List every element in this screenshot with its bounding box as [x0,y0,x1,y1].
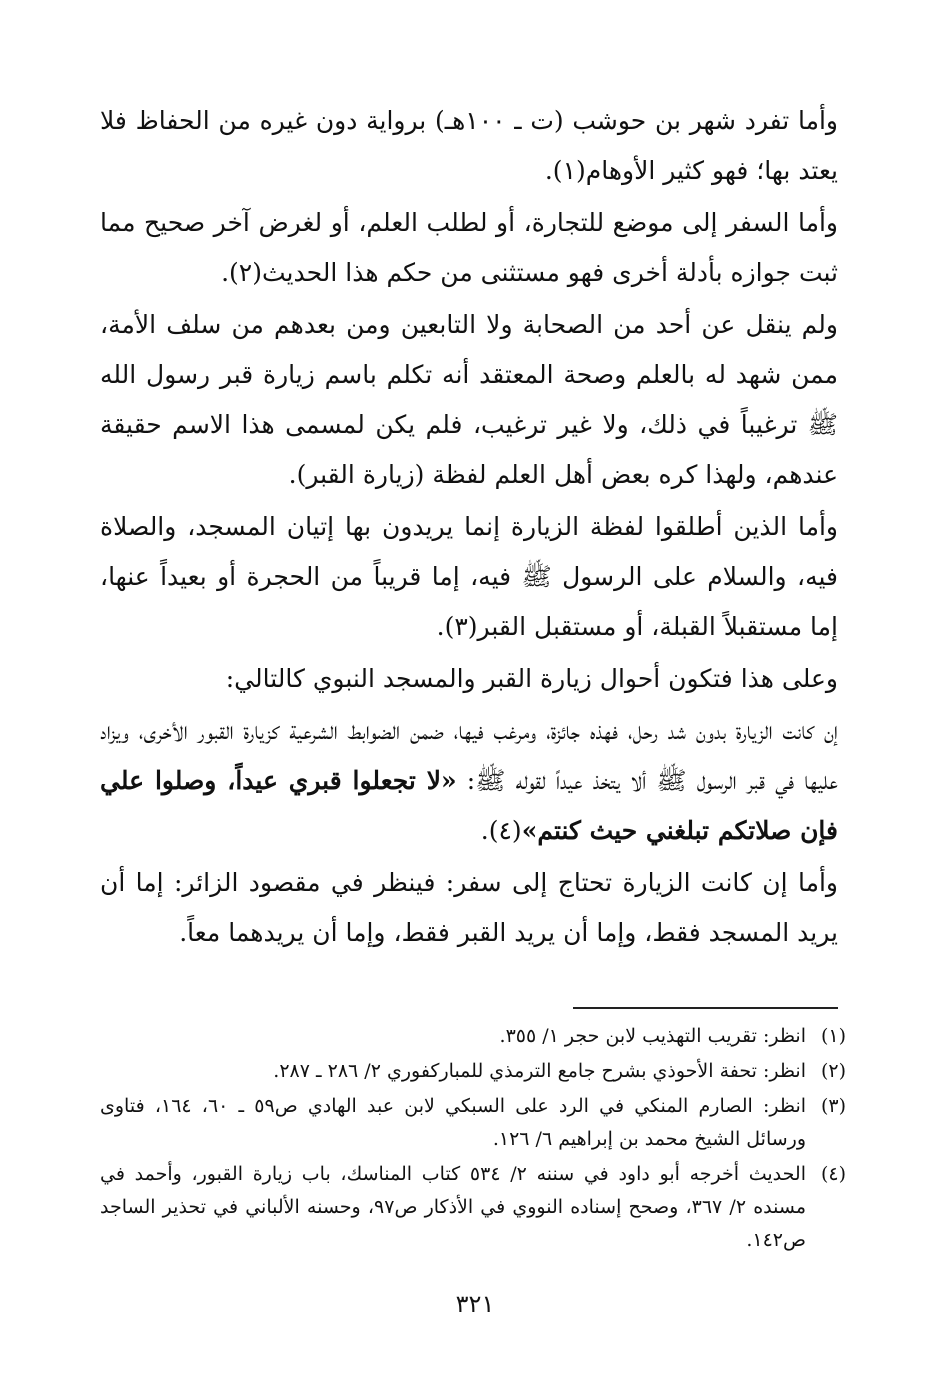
footnote-number: (٣) [820,1095,846,1117]
footnote-number: (٤) [820,1163,846,1185]
footnote-number: (٢) [820,1060,846,1082]
footnote-text: انظر: تقريب التهذيب لابن حجر ١/ ٣٥٥. [499,1025,806,1047]
paragraph-4: وأما الذين أطلقوا لفظة الزيارة إنما يريدون بها إتيان المسجد، والصلاة فيه، والسلام على الرسول ﷺ فيه، إما قريباً من الحجرة أو بعيداً عنها، إما مستقبلاً القبلة، أو مستقبل القبر(٣). [100,512,838,641]
paragraph-6-text: إن كانت الزيارة بدون شد رحل، فهذه جائزة، ومرغب فيها، ضمن الضوابط الشرعية كزيارة القبور الأخرى، ويزاد عليها في قبر الرسول ﷺ ألا يتخذ عيداً لقوله ﷺ: [100,716,838,795]
footnotes [100,1020,846,1259]
footnote-item [100,1020,846,1053]
footnote-text: الحديث أخرجه أبو داود في سننه ٢/ ٥٣٤ كتاب المناسك، باب زيارة القبور، وأحمد في مسنده ٢/ ٣٦٧، وصحح إسناده النووي في الأذكار ص٩٧، وحسنه الألباني في تحذير الساجد ص١٤٢. [100,1163,806,1251]
paragraph-6 [100,706,838,856]
footnote-item [100,1158,846,1257]
paragraph-3: ولم ينقل عن أحد من الصحابة ولا التابعين ومن بعدهم من سلف الأمة، ممن شهد له بالعلم وصحة المعتقد أنه تكلم باسم زيارة قبر رسول الله ﷺ ترغيباً في ذلك، ولا غير ترغيب، فلم يكن لمسمى هذا الاسم حقيقة عندهم، ولهذا كره بعض أهل العلم لفظة (زيارة القبر). [100,310,838,489]
footnote-number: (١) [820,1025,846,1047]
paragraph-2: وأما السفر إلى موضع للتجارة، أو لطلب العلم، أو لغرض آخر صحيح مما ثبت جوازه بأدلة أخرى فهو مستثنى من حكم هذا الحديث(٢). [100,208,838,287]
paragraph-7: وأما إن كانت الزيارة تحتاج إلى سفر: فينظر في مقصود الزائر: إما أن يريد المسجد فقط، وإما أن يريد القبر فقط، وإما أن يريدهما معاً. [100,868,838,947]
page-number: ٣٢١ [455,1290,495,1318]
paragraph-5: وعلى هذا فتكون أحوال زيارة القبر والمسجد النبوي كالتالي: [225,664,838,693]
footnote-divider [573,1007,838,1009]
footnote-text: انظر: تحفة الأحوذي بشرح جامع الترمذي للمباركفوري ٢/ ٢٨٦ ـ ٢٨٧. [273,1060,806,1082]
hadith-quote: «لا تجعلوا قبري عيداً، وصلوا علي فإن صلاتكم تبلغني حيث كنتم» [100,766,838,845]
footnote-item [100,1055,846,1088]
footnote-ref-4: (٤). [480,816,522,845]
footnote-text: انظر: الصارم المنكي في الرد على السبكي لابن عبد الهادي ص٥٩ ـ ٦٠، ١٦٤، فتاوى ورسائل الشيخ محمد بن إبراهيم ٦/ ١٢٦. [100,1095,807,1150]
paragraph-1: وأما تفرد شهر بن حوشب (ت ـ ١٠٠هـ) برواية دون غيره من الحفاظ فلا يعتد بها؛ فهو كثير الأوهام(١). [100,106,838,185]
main-text [100,96,838,960]
footnote-item [100,1090,846,1156]
